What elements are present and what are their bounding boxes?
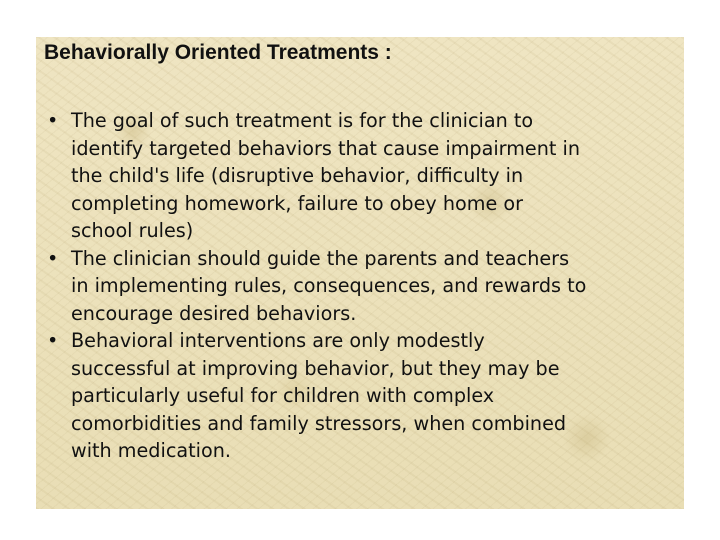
bullet-text-line: successful at improving behavior, but they may be bbox=[71, 356, 560, 380]
bullet-item-clinician bbox=[44, 245, 684, 328]
bullet-text-line: school rules) bbox=[71, 219, 194, 242]
bullet-text-line: The clinician should guide the parents and teachers bbox=[71, 246, 570, 270]
parchment-text-box bbox=[36, 37, 684, 509]
bullet-text-line: completing homework, failure to obey home or bbox=[71, 191, 523, 215]
bullet-text-line: identify targeted behaviors that cause impairment in bbox=[71, 136, 580, 160]
slide-title: Behaviorally Oriented Treatments : bbox=[44, 41, 392, 64]
bullet-item-goal bbox=[44, 107, 684, 245]
bullet-dot-icon: • bbox=[47, 109, 59, 132]
bullet-text-line: particularly useful for children with complex bbox=[71, 384, 495, 407]
bullet-text-line: Behavioral interventions are only modestly bbox=[71, 329, 485, 352]
bullet-text-line: encourage desired behaviors. bbox=[71, 301, 357, 325]
bullet-text-line: the child's life (disruptive behavior, difficulty in bbox=[71, 164, 524, 187]
bullet-dot-icon: • bbox=[47, 246, 59, 270]
bullet-text-line: in implementing rules, consequences, and rewards to bbox=[71, 274, 587, 297]
bullet-dot-icon: • bbox=[47, 329, 59, 352]
bullet-item-interventions bbox=[44, 327, 684, 465]
bullet-text-line: with medication. bbox=[71, 439, 231, 462]
bullet-list bbox=[44, 107, 684, 465]
bullet-text-line: The goal of such treatment is for the clinician to bbox=[71, 109, 534, 132]
bullet-text-line: comorbidities and family stressors, when combined bbox=[71, 411, 567, 435]
